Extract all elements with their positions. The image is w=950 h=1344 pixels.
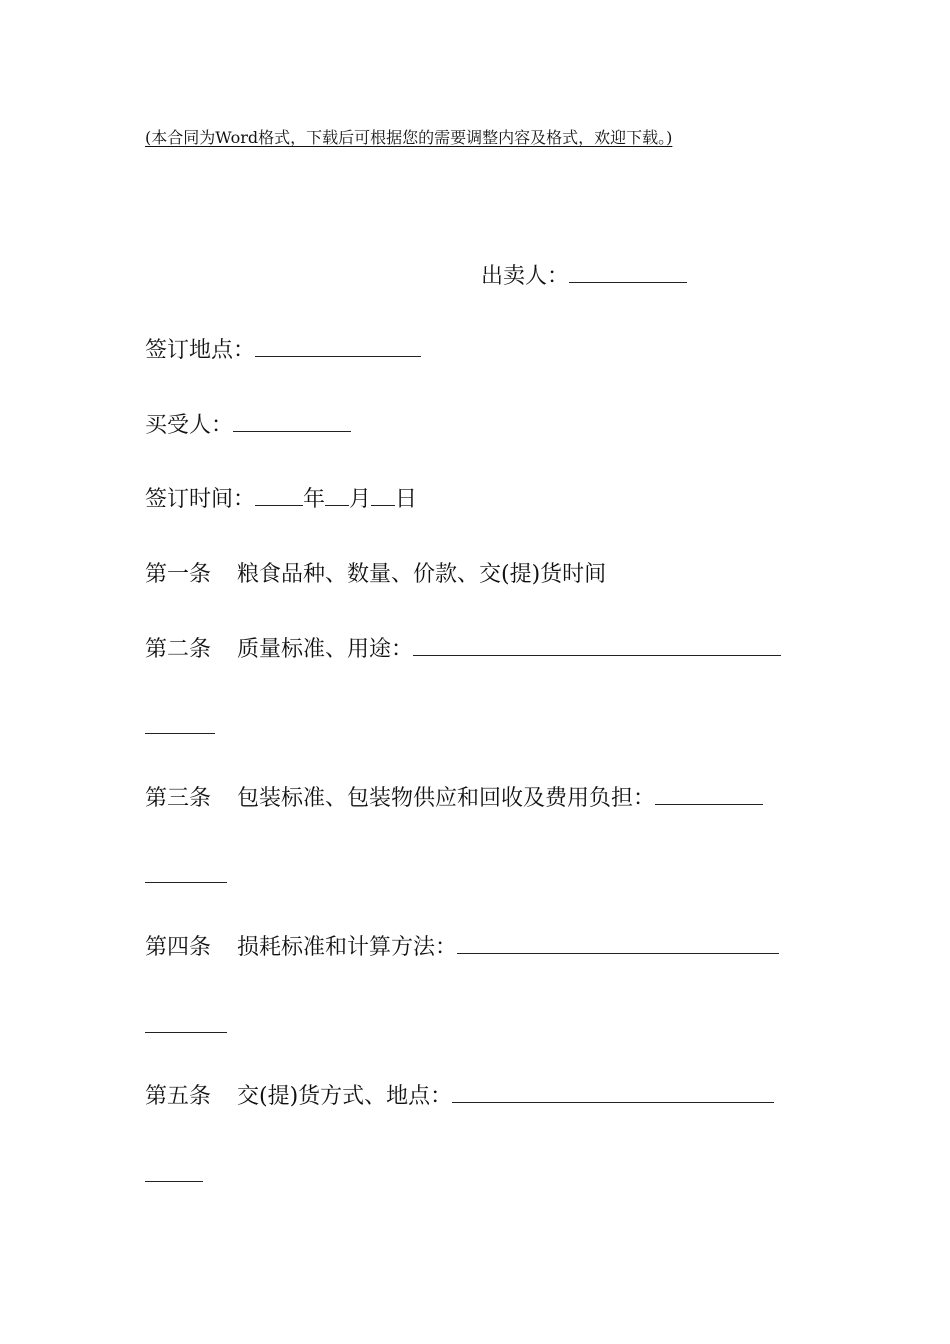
article-4-blank-continued[interactable] — [145, 1032, 227, 1033]
article-5-number: 第五条 — [145, 1084, 212, 1109]
article-4-title: 损耗标准和计算方法： — [237, 935, 458, 960]
article-3-line — [145, 784, 763, 814]
sign-time-line — [145, 485, 417, 515]
month-label: 月 — [349, 487, 372, 512]
year-label: 年 — [303, 487, 326, 512]
article-3-blank[interactable] — [655, 784, 763, 805]
article-4-line — [145, 933, 779, 963]
seller-line — [481, 262, 687, 292]
year-blank[interactable] — [255, 485, 303, 506]
article-5-line — [145, 1082, 774, 1112]
article-4-blank[interactable] — [457, 933, 779, 954]
article-2-line — [145, 635, 781, 665]
article-5-blank[interactable] — [452, 1082, 774, 1103]
seller-label: 出卖人： — [481, 264, 570, 289]
seller-blank[interactable] — [569, 262, 687, 283]
day-label: 日 — [395, 487, 418, 512]
sign-place-label: 签订地点： — [145, 338, 256, 363]
article-5-title: 交(提)货方式、地点： — [237, 1084, 453, 1109]
article-3-blank-continued[interactable] — [145, 882, 227, 883]
sign-place-line — [145, 336, 421, 366]
buyer-line — [145, 411, 351, 441]
article-2-title: 质量标准、用途： — [237, 637, 414, 662]
sign-place-blank[interactable] — [255, 336, 421, 357]
article-3-number: 第三条 — [145, 786, 212, 811]
buyer-label: 买受人： — [145, 413, 234, 438]
article-1-number: 第一条 — [145, 562, 212, 587]
article-3-title: 包装标准、包装物供应和回收及费用负担： — [237, 786, 656, 811]
format-note: (本合同为Word格式，下载后可根据您的需要调整内容及格式，欢迎下载。) — [145, 128, 673, 147]
article-1-title: 粮食品种、数量、价款、交(提)货时间 — [237, 562, 607, 587]
article-4-number: 第四条 — [145, 935, 212, 960]
article-2-number: 第二条 — [145, 637, 212, 662]
article-5-blank-continued[interactable] — [145, 1181, 203, 1182]
month-blank[interactable] — [325, 485, 349, 506]
buyer-blank[interactable] — [233, 411, 351, 432]
article-2-blank[interactable] — [413, 635, 781, 656]
sign-time-label: 签订时间： — [145, 487, 256, 512]
article-2-blank-continued[interactable] — [145, 733, 215, 734]
article-1-line — [145, 560, 606, 590]
day-blank[interactable] — [371, 485, 395, 506]
